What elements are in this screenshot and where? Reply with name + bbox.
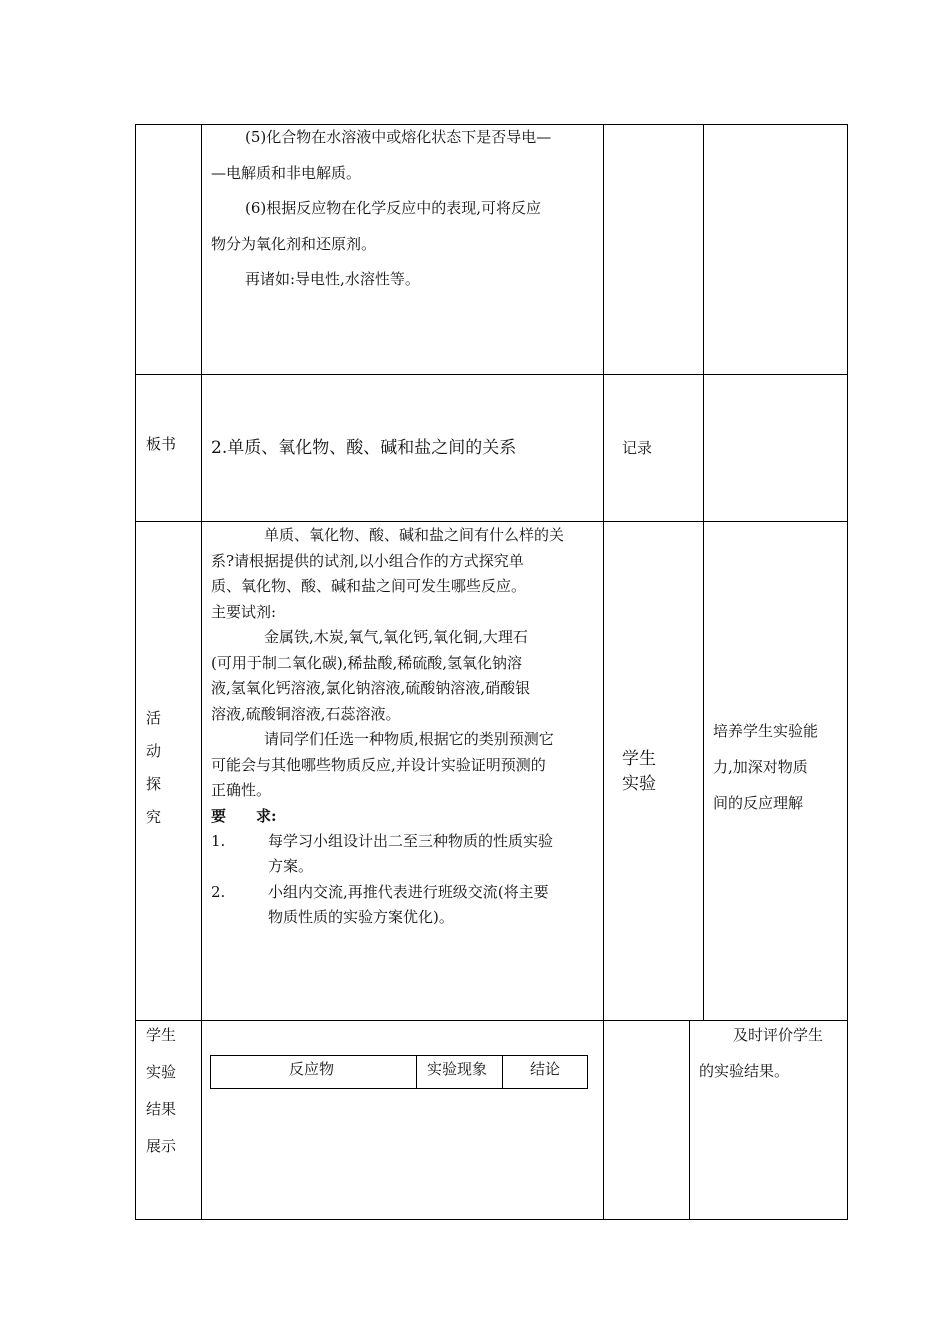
border-left [135, 124, 136, 1220]
row3-label-char-4: 究 [146, 808, 162, 826]
row2-label: 板书 [146, 435, 177, 453]
row3-line-5: 金属铁,木炭,氧气,氧化钙,氧化铜,大理石 [264, 628, 528, 646]
inner-table-header-reactant: 反应物 [289, 1060, 335, 1078]
row1-line-2: —电解质和非电解质。 [211, 164, 362, 182]
row4-label-line-2: 实验 [146, 1063, 177, 1081]
row3-purpose-line-1: 培养学生实验能 [713, 722, 819, 740]
row3-line-7: 液,氢氧化钙溶液,氯化钠溶液,硫酸钠溶液,硝酸银 [211, 679, 531, 697]
border-bottom [135, 1219, 848, 1220]
row4-label-line-3: 结果 [146, 1100, 177, 1118]
row3-line-6: (可用于制二氧化碳),稀盐酸,稀硫酸,氢氧化钠溶 [211, 654, 523, 672]
requirement-1-line-1: 每学习小组设计出二至三种物质的性质实验 [268, 832, 554, 850]
row3-line-8: 溶液,硫酸铜溶液,石蕊溶液。 [211, 705, 401, 723]
row4-label-line-4: 展示 [146, 1137, 177, 1155]
border-right [847, 124, 848, 1220]
row3-student-line-2: 实验 [622, 774, 656, 794]
row3-line-10: 可能会与其他哪些物质反应,并设计实验证明预测的 [211, 756, 546, 774]
row1-line-3: (6)根据反应物在化学反应中的表现,可将反应 [245, 199, 542, 217]
requirement-2-line-1: 小组内交流,再推代表进行班级交流(将主要 [268, 883, 549, 901]
border-top [135, 124, 848, 125]
row1-line-4: 物分为氧化剂和还原剂。 [211, 235, 377, 253]
inner-table-header-phenomenon: 实验现象 [427, 1060, 488, 1078]
requirement-1-line-2: 方案。 [268, 857, 314, 875]
requirement-2-line-2: 物质性质的实验方案优化)。 [268, 908, 454, 926]
col-divider-1 [201, 124, 202, 1220]
row3-label-char-3: 探 [146, 775, 162, 793]
requirements-label: 要 求: [211, 807, 277, 825]
col-divider-3-upper [703, 124, 704, 1020]
row3-line-9: 请同学们任选一种物质,根据它的类别预测它 [264, 730, 554, 748]
row2-student: 记录 [622, 439, 653, 457]
row1-line-1: (5)化合物在水溶液中或熔化状态下是否导电— [245, 128, 552, 146]
row3-line-3: 质、氧化物、酸、碱和盐之间可发生哪些反应。 [211, 577, 527, 595]
requirement-2-number: 2. [211, 883, 226, 901]
row4-purpose-line-2: 的实验结果。 [699, 1062, 790, 1080]
row2-content: 2.单质、氧化物、酸、碱和盐之间的关系 [211, 438, 517, 458]
row-divider-1 [135, 374, 848, 375]
inner-table-header-conclusion: 结论 [530, 1060, 561, 1078]
row-divider-3 [135, 1020, 848, 1021]
row3-label-char-2: 动 [146, 742, 162, 760]
col-divider-3-lower [689, 1020, 690, 1220]
row3-line-11: 正确性。 [211, 781, 272, 799]
row3-purpose-line-2: 力,加深对物质 [713, 758, 808, 776]
row3-label-char-1: 活 [146, 709, 162, 727]
row3-line-2: 系?请根据提供的试剂,以小组合作的方式探究单 [211, 552, 524, 570]
requirement-1-number: 1. [211, 832, 226, 850]
inner-table-divider-1 [416, 1056, 417, 1088]
inner-table-divider-2 [502, 1056, 503, 1088]
row1-line-5: 再诸如:导电性,水溶性等。 [245, 270, 420, 288]
row-divider-2 [135, 521, 848, 522]
row3-line-1: 单质、氧化物、酸、碱和盐之间有什么样的关 [264, 526, 565, 544]
col-divider-2 [603, 124, 604, 1220]
row4-label-line-1: 学生 [146, 1026, 177, 1044]
row3-student-line-1: 学生 [622, 749, 656, 769]
row4-purpose-line-1: 及时评价学生 [733, 1026, 824, 1044]
row3-line-4: 主要试剂: [211, 603, 277, 621]
row3-purpose-line-3: 间的反应理解 [713, 794, 804, 812]
